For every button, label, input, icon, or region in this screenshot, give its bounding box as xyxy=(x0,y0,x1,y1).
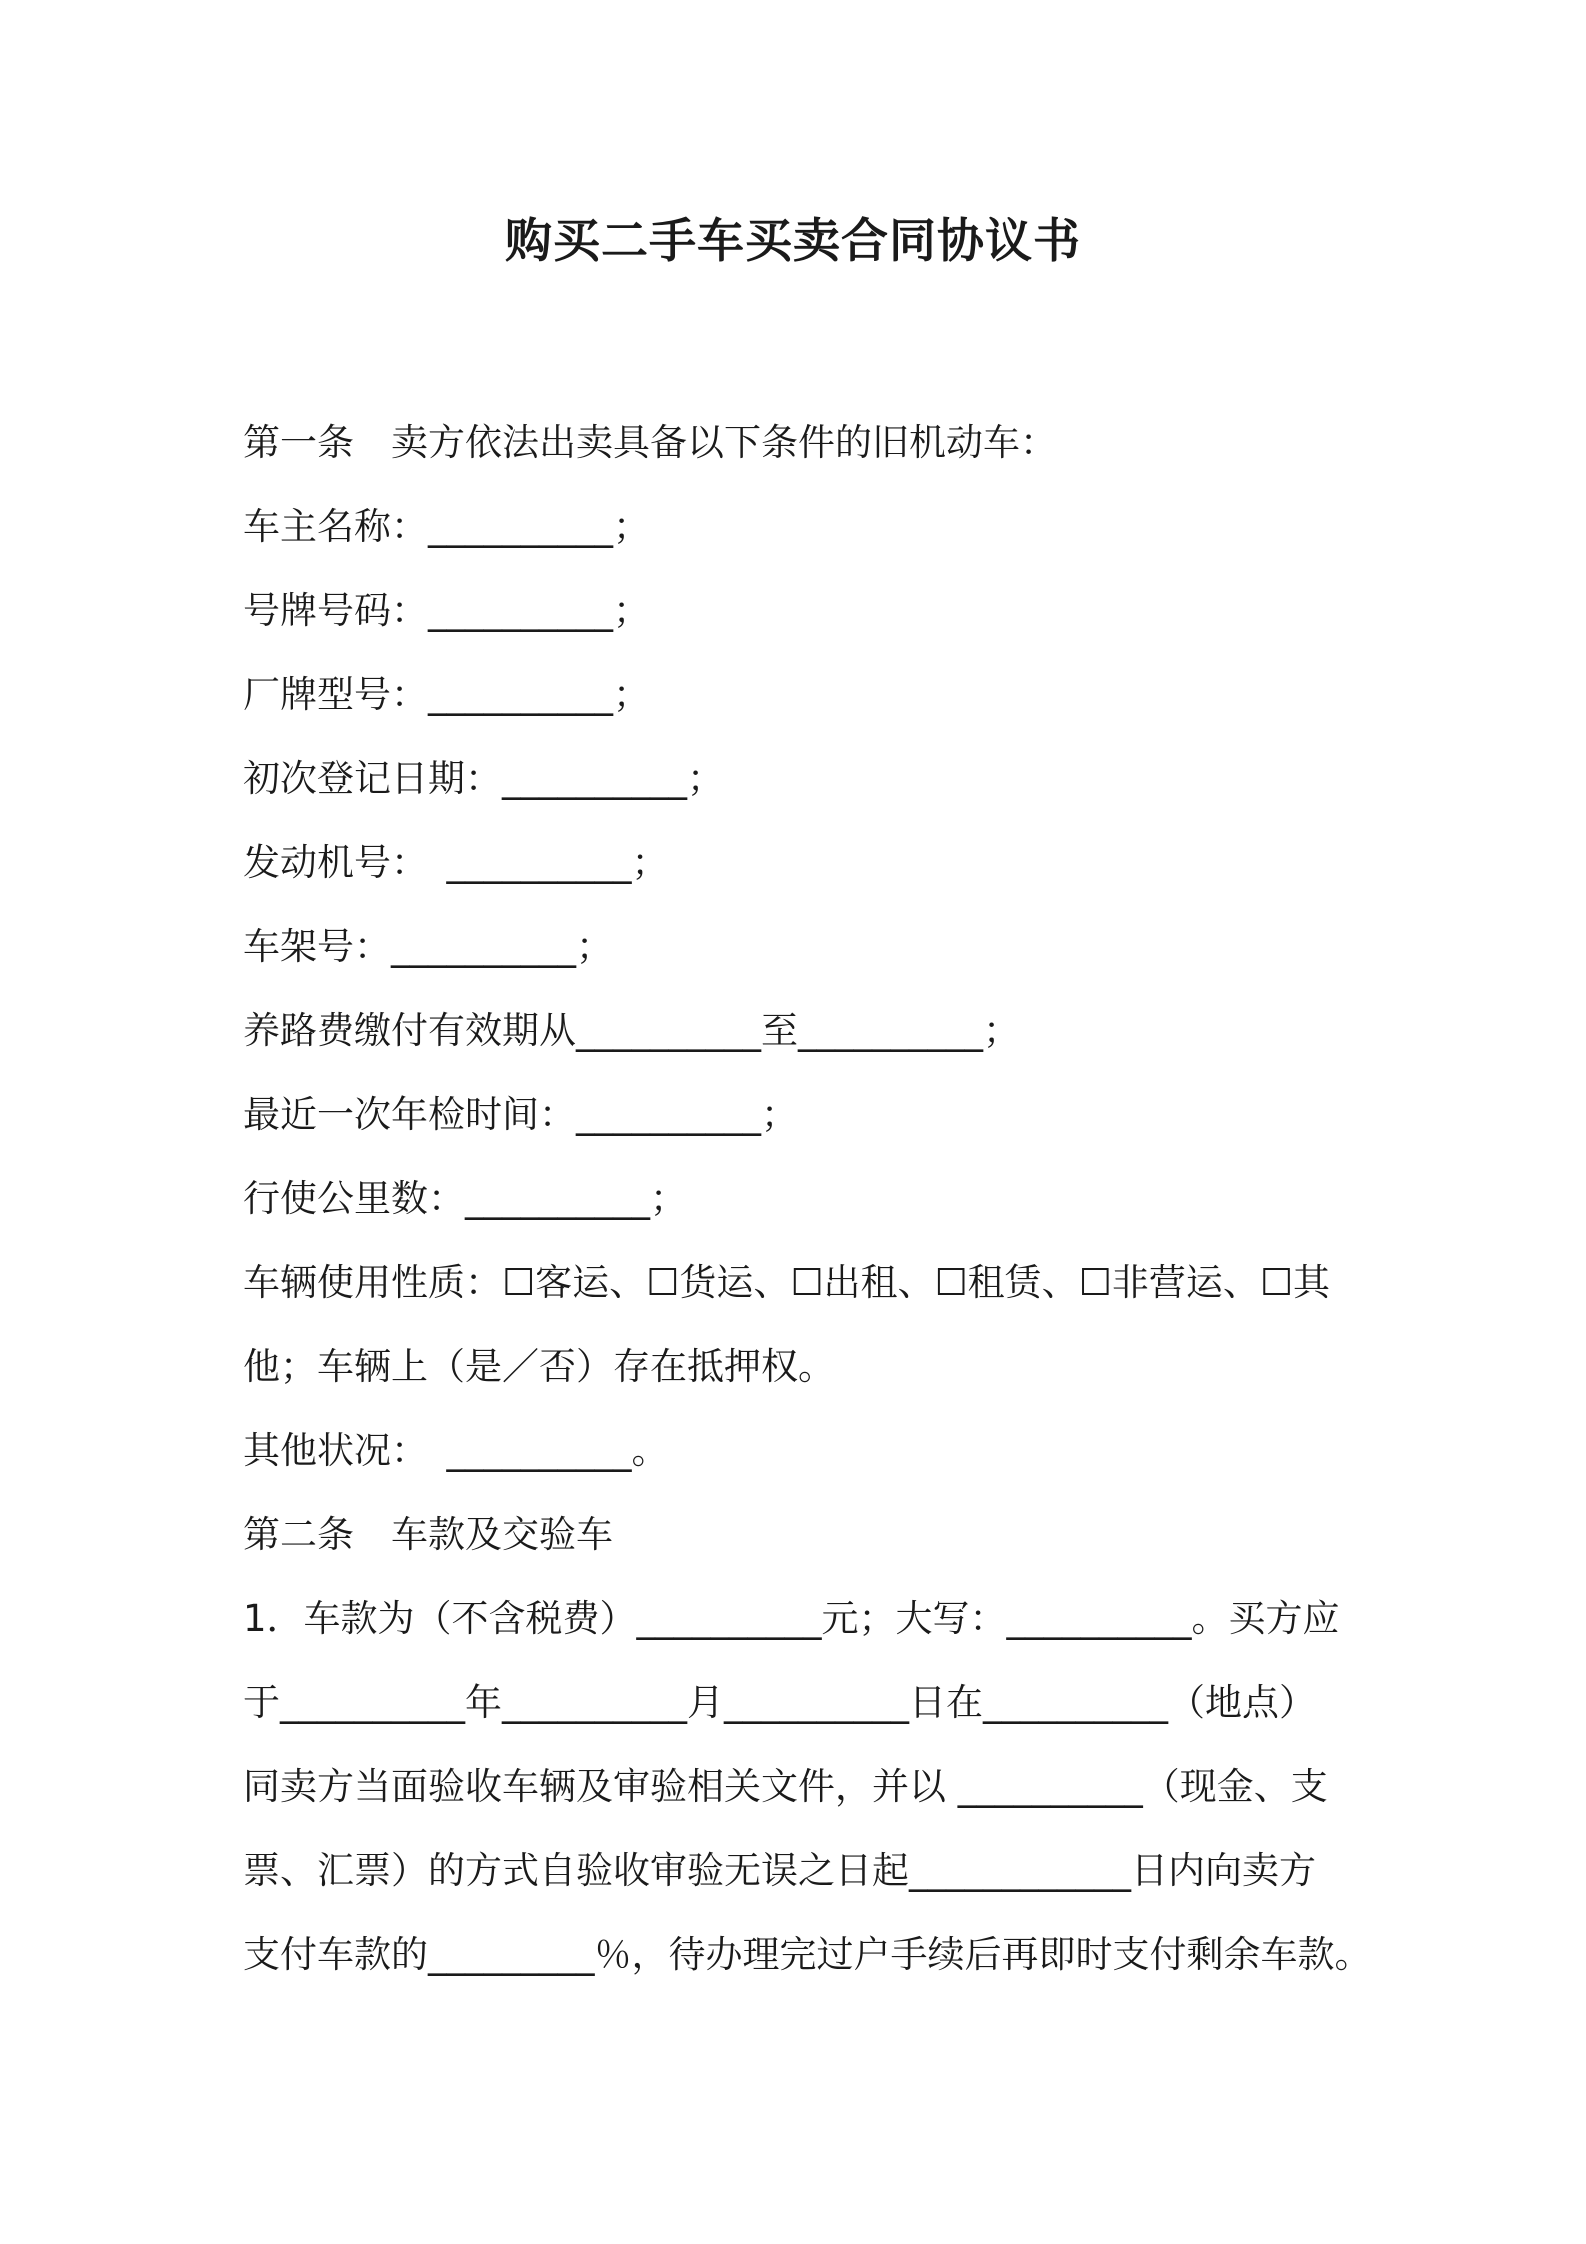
article-1-heading: 第一条 卖方依法出卖具备以下条件的旧机动车： xyxy=(243,421,1057,464)
price-clause-line-3: 同卖方当面验收车辆及审验相关文件，并以 __________（现金、支 xyxy=(243,1765,1328,1808)
first-registration-date-line: 初次登记日期：__________； xyxy=(243,757,724,800)
brand-model-line: 厂牌型号：__________； xyxy=(243,673,650,716)
document-title: 购买二手车买卖合同协议书 xyxy=(505,214,1081,269)
frame-number-line: 车架号：__________； xyxy=(243,925,613,968)
document-body xyxy=(243,401,1373,1997)
mileage-line: 行使公里数：__________； xyxy=(243,1177,687,1220)
last-inspection-line: 最近一次年检时间：__________； xyxy=(243,1093,798,1136)
plate-number-line: 号牌号码：__________； xyxy=(243,589,650,632)
mortgage-line: 他；车辆上（是／否）存在抵押权。 xyxy=(243,1345,835,1388)
article-2-heading: 第二条 车款及交验车 xyxy=(243,1513,613,1556)
road-fee-validity-line: 养路费缴付有效期从__________至__________； xyxy=(243,1009,1020,1052)
price-clause-line-2: 于__________年__________月__________日在__________（地点） xyxy=(243,1681,1316,1724)
vehicle-usage-line: 车辆使用性质：☐客运、☐货运、☐出租、☐租赁、☐非营运、☐其 xyxy=(243,1261,1331,1304)
price-clause-line-4: 票、汇票）的方式自验收审验无误之日起____________日内向卖方 xyxy=(243,1849,1316,1892)
owner-name-line: 车主名称：__________； xyxy=(243,505,650,548)
engine-number-line: 发动机号： __________； xyxy=(243,841,669,884)
price-clause-line-5: 支付车款的_________％，待办理完过户手续后再即时支付剩余车款。 xyxy=(243,1933,1372,1976)
price-clause-line-1: 1．车款为（不含税费）__________元；大写：__________。买方应 xyxy=(243,1597,1340,1640)
other-conditions-line: 其他状况： __________。 xyxy=(243,1429,669,1472)
